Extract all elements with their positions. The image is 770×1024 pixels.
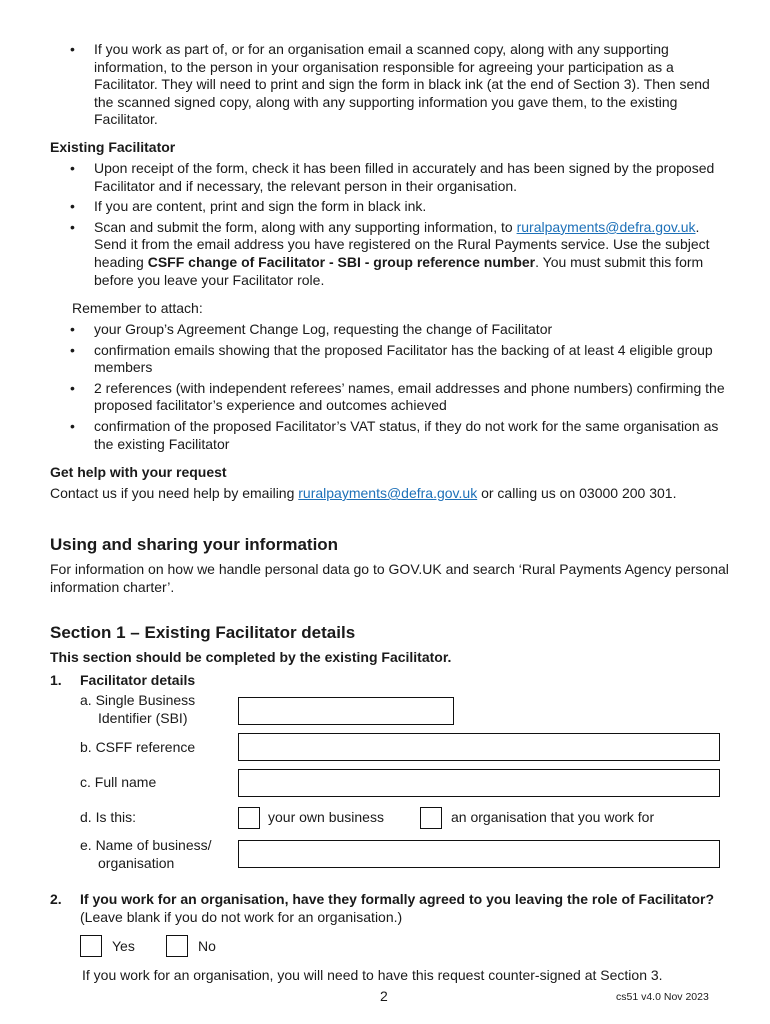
- yes-label: Yes: [112, 938, 135, 954]
- item-text: Scan and submit the form, along with any supporting information, to: [94, 218, 517, 235]
- section1-subheading: This section should be completed by the existing Facilitator.: [50, 649, 452, 665]
- email-link[interactable]: ruralpayments@defra.gov.uk: [516, 218, 696, 235]
- list-item: • If you are content, print and sign the form in black ink.: [50, 198, 730, 216]
- list-item: • your Group’s Agreement Change Log, requesting the change of Facilitator: [50, 321, 730, 339]
- q2-question: If you work for an organisation, have they formally agreed to you leaving the role of Facilitator?: [80, 891, 715, 907]
- doc-reference: cs51 v4.0 Nov 2023: [616, 991, 709, 1003]
- list-item: • Upon receipt of the form, check it has been filled in accurately and has been signed by the proposed Facilitator and if necessary, the relevant person in their organisation.: [50, 160, 730, 195]
- business-name-input[interactable]: [238, 840, 720, 868]
- organisation-checkbox[interactable]: [420, 807, 442, 829]
- list-item: • confirmation of the proposed Facilitator’s VAT status, if they do not work for the same organisation as the existing Facilitator: [50, 418, 730, 453]
- sbi-label-line2: Identifier (SBI): [98, 709, 188, 726]
- sharing-heading: Using and sharing your information: [50, 535, 339, 554]
- sharing-text: For information on how we handle personal data go to GOV.UK and search ‘Rural Payments Agency personal information charter’.: [50, 561, 729, 595]
- help-email-link[interactable]: ruralpayments@defra.gov.uk: [298, 485, 478, 501]
- full-name-input[interactable]: [238, 769, 720, 797]
- help-heading: Get help with your request: [50, 464, 227, 480]
- help-text: [50, 485, 730, 503]
- countersign-note: If you work for an organisation, you will need to have this request counter-signed at Section 3.: [82, 967, 663, 983]
- csff-label: b. CSFF reference: [80, 739, 196, 755]
- item-text: . You must submit this form before you leave your Facilitator role.: [94, 253, 704, 288]
- full-name-label: c. Full name: [80, 774, 157, 790]
- section1-heading: Section 1 – Existing Facilitator details: [50, 623, 356, 642]
- q2-number: 2.: [50, 891, 62, 907]
- own-business-checkbox[interactable]: [238, 807, 260, 829]
- q2-note: (Leave blank if you do not work for an organisation.): [80, 908, 403, 925]
- q1-number: 1.: [50, 672, 62, 688]
- no-label: No: [198, 938, 216, 954]
- organisation-label: an organisation that you work for: [451, 809, 655, 825]
- q1-label: Facilitator details: [80, 672, 196, 688]
- sbi-label: [80, 692, 195, 727]
- attach-intro: Remember to attach:: [72, 300, 203, 316]
- help-text-pre: Contact us if you need help by emailing: [50, 485, 299, 501]
- list-item: • 2 references (with independent referees’ names, email addresses and phone numbers) confirming the proposed facilitator’s experience and outcomes achieved: [50, 380, 730, 415]
- csff-input[interactable]: [238, 733, 720, 761]
- list-item: • If you work as part of, or for an organisation email a scanned copy, along with any supporting information, to the person in your organisation responsible for agreeing your participation as a Facilitator. They will need to print and sign the form in black ink (at the end of Section 3). Then send the scanned signed copy, along with any supporting information you gave them, to the existing Facilitator.: [50, 41, 730, 129]
- intro-bullet-list: [50, 41, 730, 129]
- q2-text: [80, 891, 730, 926]
- existing-facilitator-list: [50, 160, 730, 289]
- sbi-input[interactable]: [238, 697, 454, 725]
- page-number: 2: [380, 988, 388, 1004]
- business-name-line1: e. Name of business/: [80, 837, 212, 853]
- yes-checkbox[interactable]: [80, 935, 102, 957]
- no-checkbox[interactable]: [166, 935, 188, 957]
- existing-facilitator-heading: Existing Facilitator: [50, 139, 176, 155]
- is-this-label: d. Is this:: [80, 809, 137, 825]
- list-item: [50, 219, 730, 289]
- business-name-label: [80, 837, 212, 872]
- help-text-post: or calling us on 03000 200 301.: [477, 485, 677, 501]
- list-item: • confirmation emails showing that the proposed Facilitator has the backing of at least 4 eligible group members: [50, 342, 730, 377]
- business-name-line2: organisation: [98, 854, 175, 871]
- sbi-label-line1: a. Single Business: [80, 692, 196, 708]
- subject-heading: CSFF change of Facilitator - SBI - group reference number: [147, 253, 536, 270]
- own-business-label: your own business: [268, 809, 384, 825]
- item-text: . Send it from the email address you have registered on the Rural Payments service. Use the subject heading: [94, 218, 710, 270]
- attach-list: [50, 321, 730, 453]
